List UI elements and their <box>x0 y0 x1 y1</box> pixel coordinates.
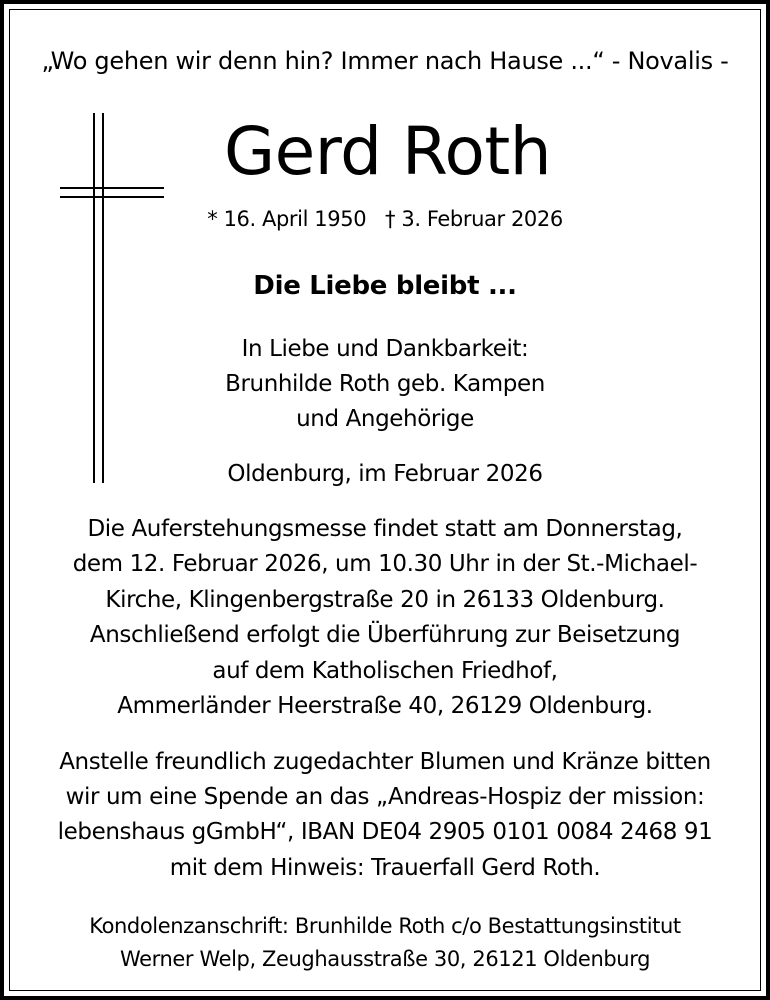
motto: Die Liebe bleibt ... <box>253 271 517 301</box>
closing-line: Brunhilde Roth geb. Kampen <box>225 371 545 397</box>
donation-line: Anstelle freundlich zugedachter Blumen und Kränze bitten <box>59 749 711 775</box>
closing-line: und Angehörige <box>296 406 474 432</box>
donation-line: mit dem Hinweis: Trauerfall Gerd Roth. <box>169 855 601 881</box>
donation-line: lebenshaus gGmbH“, IBAN DE04 2905 0101 0084 2468 91 <box>57 819 713 845</box>
service-line: Anschließend erfolgt die Überführung zur Beisetzung <box>89 622 681 648</box>
condolence-address-line: Kondolenzanschrift: Brunhilde Roth c/o Bestattungsinstitut <box>89 914 681 938</box>
deceased-name: Gerd Roth <box>223 113 552 190</box>
place-date: Oldenburg, im Februar 2026 <box>227 461 543 487</box>
condolence-address-line: Werner Welp, Zeughausstraße 30, 26121 Oldenburg <box>119 947 650 971</box>
epigraph-quote: „Wo gehen wir denn hin? Immer nach Hause ...“ - Novalis - <box>41 47 729 75</box>
service-line: Kirche, Klingenbergstraße 20 in 26133 Oldenburg. <box>105 587 665 613</box>
donation-line: wir um eine Spende an das „Andreas-Hospiz der mission: <box>65 784 705 810</box>
service-line: Die Auferstehungsmesse findet statt am Donnerstag, <box>87 516 683 542</box>
service-line: Ammerländer Heerstraße 40, 26129 Oldenburg. <box>117 693 653 719</box>
life-dates: * 16. April 1950 † 3. Februar 2026 <box>207 207 563 231</box>
service-line: dem 12. Februar 2026, um 10.30 Uhr in der St.-Michael- <box>72 551 698 577</box>
service-line: auf dem Katholischen Friedhof, <box>212 658 558 684</box>
closing-line: In Liebe und Dankbarkeit: <box>241 336 529 362</box>
